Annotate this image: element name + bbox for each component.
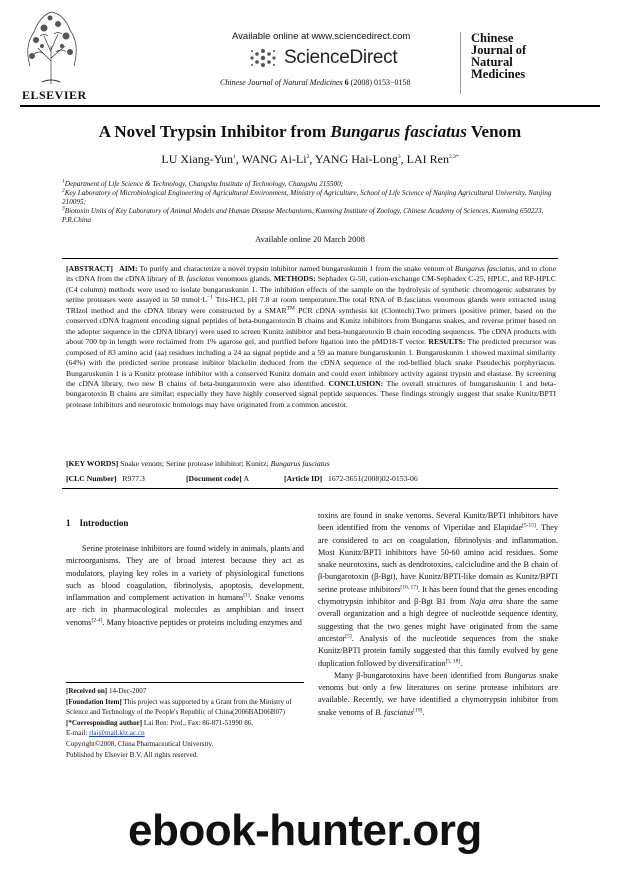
footnotes (66, 686, 306, 760)
article-id: [Article ID] 1672-3651(2008)02-0153-06 (284, 474, 418, 483)
journal-title-line: Medicines (471, 67, 526, 81)
journal-title-line: Chinese (471, 31, 514, 45)
paragraph: Many β-bungarotoxins have been identified from Bungarus snake venoms but only a few literatures on serine protease inhibitors are available. Recently, we have identified a chymotrypsin inhibitor from snake venoms of B. fasciatus[19]. (318, 670, 558, 717)
footnote-received: [Received on] 14-Dec-2007 (66, 687, 147, 695)
header-rule (20, 105, 600, 107)
document-code: [Document code] A (186, 474, 250, 483)
author-list: LU Xiang-Yun$^1$, WANG Ai-Li$^2$, YANG Hai-Long$^3$, LAI Ren$^{2,3*}$ (161, 152, 459, 166)
affiliation: $^3$Biotoxin Units of Key Laboratory of Animal Models and Human Disease Mechanisms, Kunming Institute of Zoology, Chinese Academy of Sciences, Kunming 650223, P.R.China (62, 205, 544, 224)
email-link[interactable]: rlai@mail.kiz.ac.cn (89, 729, 145, 738)
body-left-column (66, 543, 304, 629)
author: WANG Ai-Li$^2$ (241, 152, 310, 166)
available-online-at: Available online at www.sciencedirect.com (232, 31, 411, 42)
available-online-date: Available online 20 March 2008 (255, 234, 365, 244)
footnote-published: Published by Elsevier B.V. All rights reserved. (66, 750, 199, 759)
classification-line (66, 474, 556, 483)
clc-number: [CLC Number] R977.3 (66, 474, 145, 483)
author: LU Xiang-Yun$^1$ (161, 152, 236, 166)
watermark-text: ebook-hunter.org (128, 806, 482, 855)
publisher-name: ELSEVIER (22, 88, 87, 102)
journal-title-box (460, 32, 588, 94)
footnote-rule (66, 682, 304, 683)
footnote-foundation: [Foundation Item] This project was supported by a Grant from the Ministry of Science and Technology of the People's Republic of China(2006BAD06B07) (66, 697, 292, 717)
keywords: [KEY WORDS] Snake venom; Serine protease inhibitor; Kunitz; Bungarus fasciatus (66, 459, 330, 468)
footnote-corresponding: [*Corresponding author] Lai Ren: Prof., Fax: 86-871-51990 86, (66, 718, 254, 727)
author: LAI Ren$^{2,3*}$ (406, 152, 459, 166)
affiliation: $^1$Department of Life Science & Technology, Changshu Institute of Technology, Changshu 215500; (62, 178, 344, 188)
elsevier-tree-logo (20, 6, 82, 86)
paragraph: Serine proteinase inhibitors are found widely in animals, plants and microorganisms. They are of broad interest because they act as modulators, playing key roles in a variety of physiological functions such as blood coagulation, fibrinolysis, apoptosis, development, inflammation and complement activation in humans[1]. Snake venoms are rich in pharmacological molecules as amphibian and insect venoms[2-4]. Many bioactive peptides or proteins including enzymes and (66, 544, 304, 627)
journal-title-line: Journal of (471, 43, 527, 57)
footnote-email: E-mail: rlai@mail.kiz.ac.cn (66, 729, 145, 738)
abstract: [ABSTRACT] AIM: To purify and characterize a novel trypsin inhibitor named bungaruskunin 1 from the snake venom of Bungarus fasciatus, and to clone its cDNA from the cDNA library of B. fasciatus venomous glands. METHODS: Sephadex G-50, cation-exchange CM-Sephadex C-25, HPLC, and RP-HPLC (C4 column) methods were used to isolate bungaruskunin 1. The inhibition effects of the sample on the hydrolysis of synthetic chromogenic substrates by serine proteases were assayed in 50 $mmol\cdot L^{-1}$ Tris-HCl, pH 7.8 at room temperature.The total RNA of B.fasciatus venomous glands were extracted using TRIzol method and the cDNA library were constructed by a SMAR™ PCR cDNA synthesis kit (Clontech).Two primers (positive primer, based on the conserved cDNA fragment encoding signal peptides of beta-bungarotoxin B chains and Kunitz inhibitors from Bungarus snakes, and reverse primer based on the adopter sequence in the cDNA library) were used to screen Kunitz inhibitor and beta-bungarotoxin B chain encoding sequences. The cDNA products with about 700 bp in length were reclaimed from 1% agarose gel, and purified before ligation into the pMD18-T vector. RESULTS: The predicted precursor was composed of 83 amino acid (aa) residues including a 24 aa signal peptide and a 59 aa mature bungaruskunin 1. Bungaruskunin 1 showed maximal similarity (64%) with the predicted serine protease inibitor blackelin deduced from the cDNA sequence of the red-bellied black snake Pseudechis porphyriacus. Bungaruskunin 1 is a Kunitz protease inhibitor with a conserved Kunitz domain and could exert inhibitory activity against trypsin and elastase. By screening the cDNA library, two new B chains of beta-bungarotoxin were also identified. CONCLUSION: The overall structures of bungaruskunin 1 and beta-bungarotoxin B chains are similar; especially they have highly conserved signal peptide sequences. These findings strongly suggest that snake Kunitz/BPTI protease inhibitors and neurotoxic homologs may have originated from a common ancestor. (66, 264, 557, 409)
sciencedirect-dots-icon (248, 46, 278, 70)
abstract-bottom-rule (62, 488, 558, 489)
journal-title-line: Natural (471, 55, 513, 69)
article-title: A Novel Trypsin Inhibitor from Bungarus fasciatus Venom (98, 122, 522, 141)
affiliation: $^2$Key Laboratory of Microbiological Engineering of Agricultural Environment, Ministry of Agriculture, School of Life Science of Nanjing Agricultural University, Nanjing 210095; (62, 187, 552, 206)
paragraph: toxins are found in snake venoms. Several Kunitz/BPTI inhibitors have been identified from the venoms of Viperidae and Elapidae[5-15]. They are considered to act on coagulation, fibrinolysis and inflammation. Most Kunitz/BPTI inhibitors have 50-60 amino acid residues. Some snake neurotoxins, such as dendrotoxins, calcicludine and the B chain of β-bungarotoxin (β-Bgt), have Kunitz/BPTI-like domain as Kunitz/BPTI serine protease inhibitors[16, 17]. It has been found that the genes encoding chymotrypsin inhibitor and β-Bgt B1 from Naja atra share the same overall organization and a high degree of nucleotide sequence identity, suggesting that the two genes might have originated from the same ancestor[5]. Analysis of the nucleotide sequences from the snake Kunitz/BPTI protein family suggested that this family evolved by gene duplication followed by diversification[5, 18]. (318, 511, 558, 668)
body-right-column (318, 510, 558, 719)
abstract-top-rule (62, 258, 558, 259)
affiliations (62, 180, 562, 225)
sciencedirect-wordmark: ScienceDirect (284, 47, 398, 68)
footnote-copyright: Copyright©2008, China Pharmaceutical University. (66, 739, 214, 748)
author: YANG Hai-Long$^3$ (314, 152, 401, 166)
sciencedirect-logo (248, 44, 398, 72)
journal-reference: Chinese Journal of Natural Medicines 6 (2008) 0153−0158 (220, 78, 411, 87)
section-heading-introduction: 1 Introduction (66, 518, 129, 528)
